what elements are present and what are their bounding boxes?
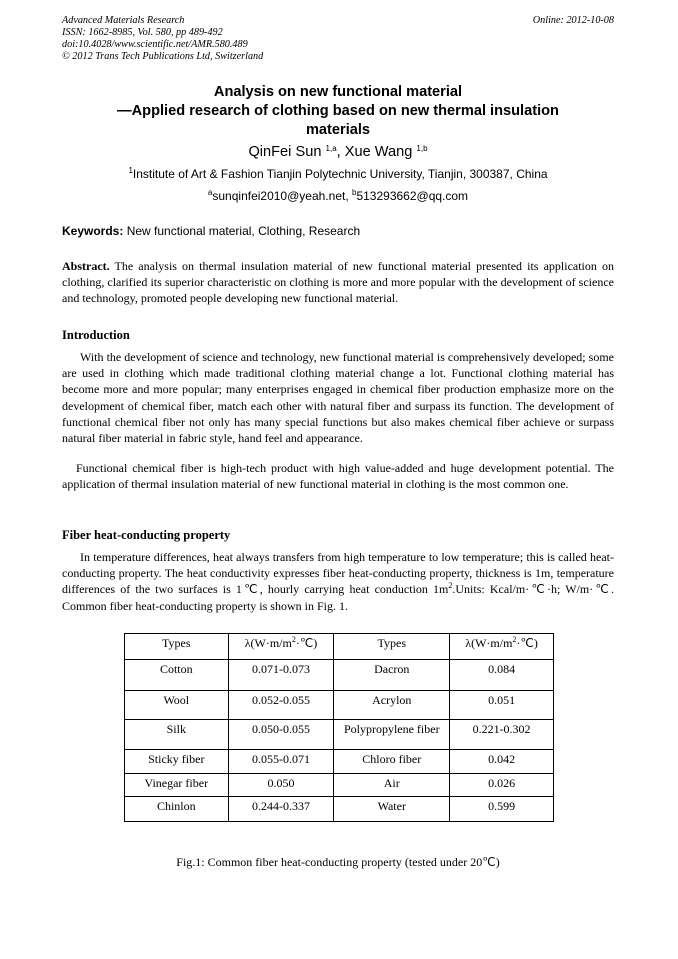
fiber-type: Wool xyxy=(125,691,229,720)
fiber-value: 0.599 xyxy=(450,797,554,822)
author-list xyxy=(62,142,614,162)
table-row xyxy=(125,691,554,720)
fiber-value: 0.221-0.302 xyxy=(450,720,554,750)
email-separator: , xyxy=(345,189,352,203)
fiber-type: Silk xyxy=(125,720,229,750)
fiber-type: Air xyxy=(334,774,450,797)
running-header xyxy=(62,15,263,63)
fiber-type: Chinlon xyxy=(125,797,229,822)
fiber-type: Dacron xyxy=(334,660,450,691)
affiliation xyxy=(62,166,614,182)
heat-text-tail: .Units: Kcal/m·℃·h; W/m·℃. Common fiber heat-conducting property is shown in Fig. 1. xyxy=(62,582,614,613)
email-a[interactable]: sunqinfei2010@yeah.net xyxy=(212,189,346,203)
copyright-line: © 2012 Trans Tech Publications Ltd, Switzerland xyxy=(62,51,264,62)
fiber-value: 0.244-0.337 xyxy=(228,797,334,822)
author-1: QinFei Sun xyxy=(248,144,322,160)
fiber-value: 0.051 xyxy=(450,691,554,720)
fiber-type: Sticky fiber xyxy=(125,750,229,774)
table-row xyxy=(125,797,554,822)
keywords-label: Keywords: xyxy=(62,224,124,238)
online-date: Online: 2012-10-08 xyxy=(532,15,614,26)
fiber-value: 0.055-0.071 xyxy=(228,750,334,774)
issn-line: ISSN: 1662-8985, Vol. 580, pp 489-492 xyxy=(62,27,223,38)
email-b-marker: b xyxy=(352,188,357,197)
table-caption: Fig.1: Common fiber heat-conducting property (tested under 20℃) xyxy=(176,855,500,869)
table-header-row xyxy=(125,634,554,660)
fiber-type: Polypropylene fiber xyxy=(334,720,450,750)
table-row xyxy=(125,750,554,774)
email-list xyxy=(62,188,614,204)
fiber-type: Acrylon xyxy=(334,691,450,720)
email-b[interactable]: 513293662@qq.com xyxy=(356,189,469,203)
title-line-2: —Applied research of clothing based on new thermal insulation xyxy=(117,103,559,119)
introduction-paragraph-1: With the development of science and technology, new functional material is comprehensively developed; some are used in clothing which made traditional clothing material change a lot. Functional clothing material has become more and more popular; many enterprises engaged in chemical fiber production emphasize more on the development of chemical fiber, match each other with natural fiber and surpass its function. The development of functional chemical fiber not only has many special functions but also makes chemical fiber achieve or surpass natural fiber material in fabric style, hand feel and appearance. xyxy=(62,350,614,446)
fiber-value: 0.084 xyxy=(450,660,554,691)
affiliation-marker: 1 xyxy=(128,166,133,175)
abstract xyxy=(62,258,614,307)
fiber-value: 0.071-0.073 xyxy=(228,660,334,691)
introduction-paragraph-2: Functional chemical fiber is high-tech product with high value-added and huge development potential. The application of thermal insulation material of new functional material in clothing is the most common one. xyxy=(62,461,614,492)
heat-section-paragraph xyxy=(62,549,614,614)
email-a-marker: a xyxy=(207,188,213,197)
title-line-1: Analysis on new functional material xyxy=(213,84,463,100)
fiber-value: 0.042 xyxy=(450,750,554,774)
fiber-value: 0.050-0.055 xyxy=(228,720,334,750)
doi-line: doi:10.4028/www.scientific.net/AMR.580.489 xyxy=(62,39,248,50)
abstract-label: Abstract. xyxy=(62,259,110,273)
keywords xyxy=(62,223,614,239)
keywords-text: New functional material, Clothing, Research xyxy=(123,224,361,238)
header-lambda-1-sup: 2 xyxy=(291,635,296,644)
table-row xyxy=(125,774,554,797)
heat-section-heading: Fiber heat-conducting property xyxy=(62,528,231,542)
journal-name: Advanced Materials Research xyxy=(62,15,185,26)
heat-text-main: In temperature differences, heat always transfers from high temperature to low temperature; this is called heat-conducting property. The heat conductivity expresses fiber heat-conducting property, thickness is 1m, temperature differences of the two surfaces is 1℃, hourly carrying heat conduction 1m xyxy=(62,550,614,597)
heat-text-sup: 2 xyxy=(448,581,453,591)
fiber-type: Water xyxy=(334,797,450,822)
header-types-2: Types xyxy=(334,634,450,660)
affiliation-text: Institute of Art & Fashion Tianjin Polytechnic University, Tianjin, 300387, China xyxy=(132,167,548,181)
fiber-conductivity-table xyxy=(124,633,554,822)
fiber-type: Chloro fiber xyxy=(334,750,450,774)
header-lambda-2-tail: ·℃) xyxy=(516,636,538,650)
fiber-type: Vinegar fiber xyxy=(125,774,229,797)
abstract-text: The analysis on thermal insulation material of new functional material presented its application on clothing, clarified its superior characteristic on clothing is more and more popular with the development of science and technology, promoted people developing new functional material. xyxy=(62,259,614,306)
paper-title xyxy=(62,83,614,140)
header-types-1: Types xyxy=(125,634,229,660)
header-lambda-2-text: λ(W·m/m xyxy=(465,636,513,650)
fiber-type: Cotton xyxy=(125,660,229,691)
author-separator: , xyxy=(336,144,345,160)
fiber-value: 0.052-0.055 xyxy=(228,691,334,720)
header-lambda-2 xyxy=(450,634,554,660)
author-1-affil: 1,a xyxy=(325,144,337,153)
introduction-heading: Introduction xyxy=(62,328,130,342)
header-lambda-1 xyxy=(228,634,334,660)
fiber-value: 0.026 xyxy=(450,774,554,797)
header-lambda-2-sup: 2 xyxy=(512,635,517,644)
author-2-affil: 1,b xyxy=(416,144,428,153)
header-lambda-1-text: λ(W·m/m xyxy=(244,636,292,650)
author-2: Xue Wang xyxy=(344,144,413,160)
table-row xyxy=(125,660,554,691)
header-lambda-1-tail: ·℃) xyxy=(295,636,318,650)
fiber-value: 0.050 xyxy=(228,774,334,797)
table-row xyxy=(125,720,554,750)
title-line-3: materials xyxy=(305,122,371,138)
